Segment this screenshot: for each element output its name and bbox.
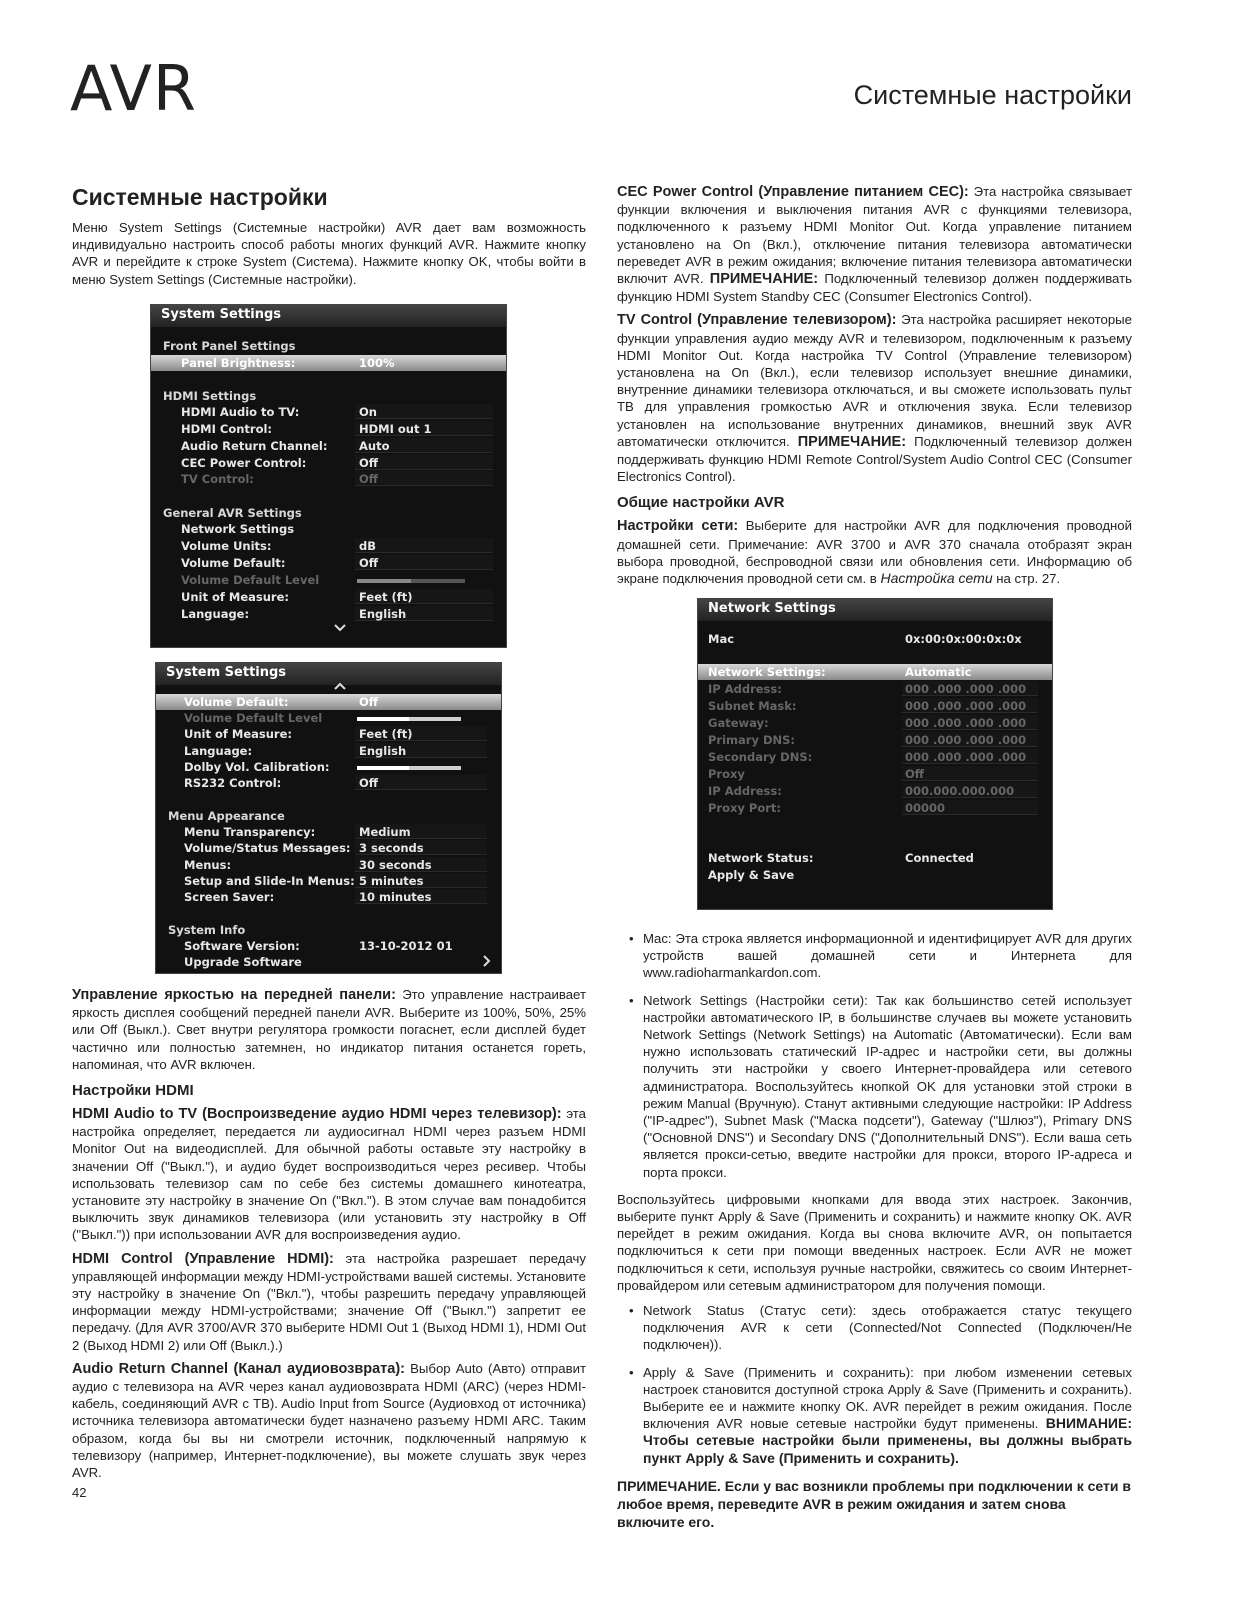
menu-row-volume-status[interactable]: Volume/Status Messages: 3 seconds — [156, 840, 501, 856]
screen-title: System Settings — [156, 663, 501, 685]
volume-level-bar — [357, 579, 465, 583]
menu-row-volume-units[interactable]: Volume Units: dB — [151, 538, 506, 554]
menu-row-volume-default[interactable]: Volume Default: Off — [151, 555, 506, 571]
system-settings-screen-2 — [155, 662, 502, 974]
menu-row-subnet-mask: Subnet Mask: 000 .000 .000 .000 — [698, 698, 1052, 714]
network-bullets-1 — [617, 930, 1132, 1181]
menu-row-volume-default[interactable]: Volume Default: Off — [156, 694, 501, 710]
menu-row-mac: Mac 0x:00:0x:00:0x:0x — [708, 632, 1022, 646]
menu-row-proxy-port: Proxy Port: 00000 — [698, 800, 1052, 816]
system-settings-screen-1 — [150, 304, 507, 648]
brightness-paragraph: Управление яркостью на передней панели: Это управление настраивает яркость дисплея сообщений передней панели AVR. Выберите из 100%, 50%, 25% или Off (Выкл.). Свет внутри регулятора громкости погаснет, если дисплей будет частично или полностью затемнен, но индикатор питания останется гореть, напоминая, что AVR включен. — [72, 987, 586, 1072]
network-paragraph: Настройки сети: Выберите для настройки AVR для подключения проводной домашней сети. Примечание: AVR 3700 и AVR 370 сначала отобразят экран выбора проводной, беспроводной связи или обновления сети. Информацию об экране подключения проводной сети см. в Настройка сети на стр. 27. — [617, 518, 1132, 587]
menu-row-secondary-dns: Secondary DNS: 000 .000 .000 .000 — [698, 749, 1052, 765]
menu-row-rs232[interactable]: RS232 Control: Off — [156, 775, 501, 791]
menu-row-hdmi-control[interactable]: HDMI Control: HDMI out 1 — [151, 421, 506, 437]
menu-row-language[interactable]: Language: English — [151, 606, 506, 622]
section-title: Системные настройки — [853, 80, 1132, 110]
menu-row-network-status: Network Status: Connected — [708, 851, 974, 865]
arc-paragraph: Audio Return Channel (Канал аудиовозврата): Выбор Auto (Авто) отправит аудио с телевизора на AVR через канал аудиовозврата HDMI (ARC) (через HDMI-кабель, соединяющий AVR с ТВ). Audio Input from Source (Аудиовход от источника) источника телевизора автоматически будет назначено разъему HDMI ARC. Таким образом, когда бы вы ни смотрели источник, подключенный напрямую к телевизору (например, Интернет-подключение), вы можете слушать звук через AVR. — [72, 1360, 587, 1481]
hdmi-control-paragraph: HDMI Control (Управление HDMI): эта настройка разрешает передачу управляющей информации между HDMI-устройствами вашей системы. Установите эту настройку в значение On ("Вкл."), чтобы разрешить передачу управляющей информации между HDMI-устройствами; значение Off ("Выкл.") запретит ее передачу. (Для AVR 3700/AVR 370 выберите HDMI Out 1 (Выход HDMI 1), HDMI Out 2 (Выход HDMI 2) или Off (Выкл.).) — [72, 1250, 586, 1353]
section-system-info: System Info — [168, 923, 246, 937]
menu-row-unit-of-measure[interactable]: Unit of Measure: Feet (ft) — [151, 589, 506, 605]
menu-row-network-settings[interactable]: Network Settings — [181, 522, 295, 536]
hdmi-audio-paragraph: HDMI Audio to TV (Воспроизведение аудио HDMI через телевизор): эта настройка определяет, передается ли аудиосигнал HDMI через разъем HDMI Monitor Out на видеодисплей. Для обычной работы оставьте эту настройку в значении Off ("Выкл."), и аудио будет воспроизводиться через ресивер. Чтобы использовать телевизор сам по себе без системы домашнего кинотеатра, установите эту настройку в значение On ("Вкл."). В этом случае вам понадобится выключить звук динамиков телевизора (или установить эту настройку в Off ("Выкл.")) при использовании AVR для воспроизведения аудио. — [72, 1106, 586, 1243]
menu-row-transparency[interactable]: Menu Transparency: Medium — [156, 824, 501, 840]
final-note: ПРИМЕЧАНИЕ. Если у вас возникли проблемы при подключении к сети в любое время, переведите AVR в режим ожидания и затем снова включите его. — [617, 1477, 1131, 1530]
menu-row-volume-default-level: Volume Default Level — [151, 572, 506, 588]
section-menu-appearance: Menu Appearance — [168, 809, 285, 823]
menu-row-primary-dns: Primary DNS: 000 .000 .000 .000 — [698, 732, 1052, 748]
volume-level-bar — [357, 717, 461, 721]
menu-row-volume-default-level: Volume Default Level — [156, 710, 501, 726]
general-avr-heading: Общие настройки AVR — [617, 494, 785, 512]
section-hdmi: HDMI Settings — [163, 389, 257, 403]
chevron-up-icon[interactable] — [333, 679, 347, 695]
section-general: General AVR Settings — [163, 506, 302, 520]
menu-row-software-version: Software Version: 13-10-2012 01 — [184, 939, 453, 953]
left-column-intro — [72, 183, 586, 294]
bullet-mac: • Mac: Эта строка является информационной и идентифицирует AVR для других устройств вашей домашней сети и Интернета для www.radioharmankardon.com. — [617, 930, 1132, 982]
digits-paragraph: Воспользуйтесь цифровыми кнопками для ввода этих настроек. Закончив, выберите пункт Apply & Save (Применить и сохранить) и нажмите кнопку OK. AVR перейдет в режим ожидания. Когда вы снова включите AVR, он попытается подключиться к сети при помощи введенных настроек. Если AVR не может подключиться к сети, используя ручные настройки, свяжитесь со своим Интернет-провайдером или сетевым администратором для получения помощи. — [617, 1191, 1132, 1293]
menu-row-proxy: Proxy Off — [698, 766, 1052, 782]
menu-row-tv-control: TV Control: Off — [151, 471, 506, 487]
menu-row-upgrade-software[interactable]: Upgrade Software — [156, 954, 501, 970]
section-front-panel: Front Panel Settings — [163, 339, 296, 353]
screen-title: Network Settings — [698, 599, 1052, 621]
chevron-down-icon[interactable] — [333, 621, 347, 637]
menu-row-menus[interactable]: Menus: 30 seconds — [156, 857, 501, 873]
menu-row-ip-address: IP Address: 000 .000 .000 .000 — [698, 681, 1052, 697]
left-column-body — [72, 986, 586, 1487]
menu-row-network-mode[interactable]: Network Settings: Automatic — [698, 664, 1052, 680]
right-column-body — [617, 922, 1132, 1537]
hdmi-settings-heading: Настройки HDMI — [72, 1082, 194, 1100]
intro-paragraph: Меню System Settings (Системные настройки) AVR дает вам возможность индивидуально настроить способ работы многих функций AVR. Нажмите кнопку AVR и перейдите к строке System (Система). Нажмите кнопку OK, чтобы войти в меню System Settings (Системные настройки). — [72, 220, 586, 287]
menu-row-panel-brightness[interactable]: Panel Brightness: 100% — [151, 355, 506, 371]
avr-logo: AVR — [70, 52, 197, 125]
page-number: 42 — [72, 1485, 87, 1500]
cec-paragraph: CEC Power Control (Управление питанием CEC): Эта настройка связывает функции включения и выключения питания AVR с функциями телевизора, подключенного к разъему HDMI Monitor Out. Когда управление питанием установлено на On (Вкл.), отключение питания телевизора автоматически переведет AVR в режим ожидания; включение питания телевизора автоматически включит AVR. ПРИМЕЧАНИЕ: Подключенный телевизор должен поддерживать функцию HDMI System Standby CEC (Consumer Electronics Control). — [617, 184, 1133, 305]
menu-row-dolby-calibration[interactable]: Dolby Vol. Calibration: — [156, 759, 501, 775]
apply-save-button[interactable]: Apply & Save — [708, 868, 795, 882]
right-column-top — [617, 183, 1132, 593]
chevron-right-icon[interactable] — [482, 954, 492, 972]
menu-row-arc[interactable]: Audio Return Channel: Auto — [151, 438, 506, 454]
menu-row-hdmi-audio[interactable]: HDMI Audio to TV: On — [151, 404, 506, 420]
tv-control-paragraph: TV Control (Управление телевизором): Эта настройка расширяет некоторые функции управления аудио между AVR и телевизором, подключенным к разъему HDMI Monitor Out. Когда настройка TV Control (Управление телевизором) установлена на On (Вкл.), если телевизор использует внешние динамики, внутренние динамики телевизора отключаться, и вы сможете использовать пульт ТВ для управления громкостью AVR и отключения звука. Если телевизор установлен на использование внутренних динамиков, внешний звук AVR автоматически отключится. ПРИМЕЧАНИЕ: Подключенный телевизор должен поддерживать функцию HDMI Remote Control/System Audio Control CEC (Consumer Electronics Control). — [617, 312, 1132, 485]
screen-title: System Settings — [151, 305, 506, 327]
menu-row-language[interactable]: Language: English — [156, 743, 501, 759]
menu-row-screen-saver[interactable]: Screen Saver: 10 minutes — [156, 889, 501, 905]
menu-row-setup-menus[interactable]: Setup and Slide-In Menus: 5 minutes — [156, 873, 501, 889]
bullet-network-status: • Network Status (Статус сети): здесь отображается статус текущего подключения AVR к сети (Connected/Not Connected (Подключен/Не подключен)). — [617, 1302, 1132, 1354]
network-bullets-2 — [617, 1302, 1132, 1467]
bullet-apply-save: • Apply & Save (Применить и сохранить): при любом изменении сетевых настроек становится доступной строка Apply & Save (Применить и сохранить). Выберите ее и нажмите кнопку OK. AVR перейдет в режим ожидания. После включения AVR новые сетевые настройки будут применены. ВНИМАНИЕ: Чтобы сетевые настройки были применены, вы должны выбрать пункт Apply & Save (Применить и сохранить). — [617, 1364, 1132, 1467]
menu-row-proxy-ip: IP Address: 000.000.000.000 — [698, 783, 1052, 799]
menu-row-cec[interactable]: CEC Power Control: Off — [151, 455, 506, 471]
network-settings-screen — [697, 598, 1053, 910]
menu-row-gateway: Gateway: 000 .000 .000 .000 — [698, 715, 1052, 731]
menu-row-unit-of-measure[interactable]: Unit of Measure: Feet (ft) — [156, 726, 501, 742]
bullet-network-settings: • Network Settings (Настройки сети): Так как большинство сетей использует настройки автоматического IP, в большинстве случаев вы можете установить Network Settings (Network Settings) на Automatic (Автоматически). Если вам нужно использовать статический IP-адрес и настройки сети, вы должны получить эти настройки у своего Интернет-провайдера или сетевого администратора. Воспользуйтесь кнопкой OK для установки этой строки в режим Manual (Вручную). Станут активными следующие настройки: IP Address ("IP-адрес"), Subnet Mask ("Маска подсети"), Gateway ("Шлюз"), Primary DNS ("Основной DNS") и Secondary DNS ("Дополнительный DNS"). Если ваша сеть является прокси-сетью, введите настройки для прокси, второго IP-адреса и порта прокси. — [617, 992, 1132, 1181]
network-setup-link[interactable]: Настройка сети — [880, 570, 993, 587]
page-title: Системные настройки — [72, 184, 328, 210]
dolby-level-bar — [357, 766, 461, 770]
